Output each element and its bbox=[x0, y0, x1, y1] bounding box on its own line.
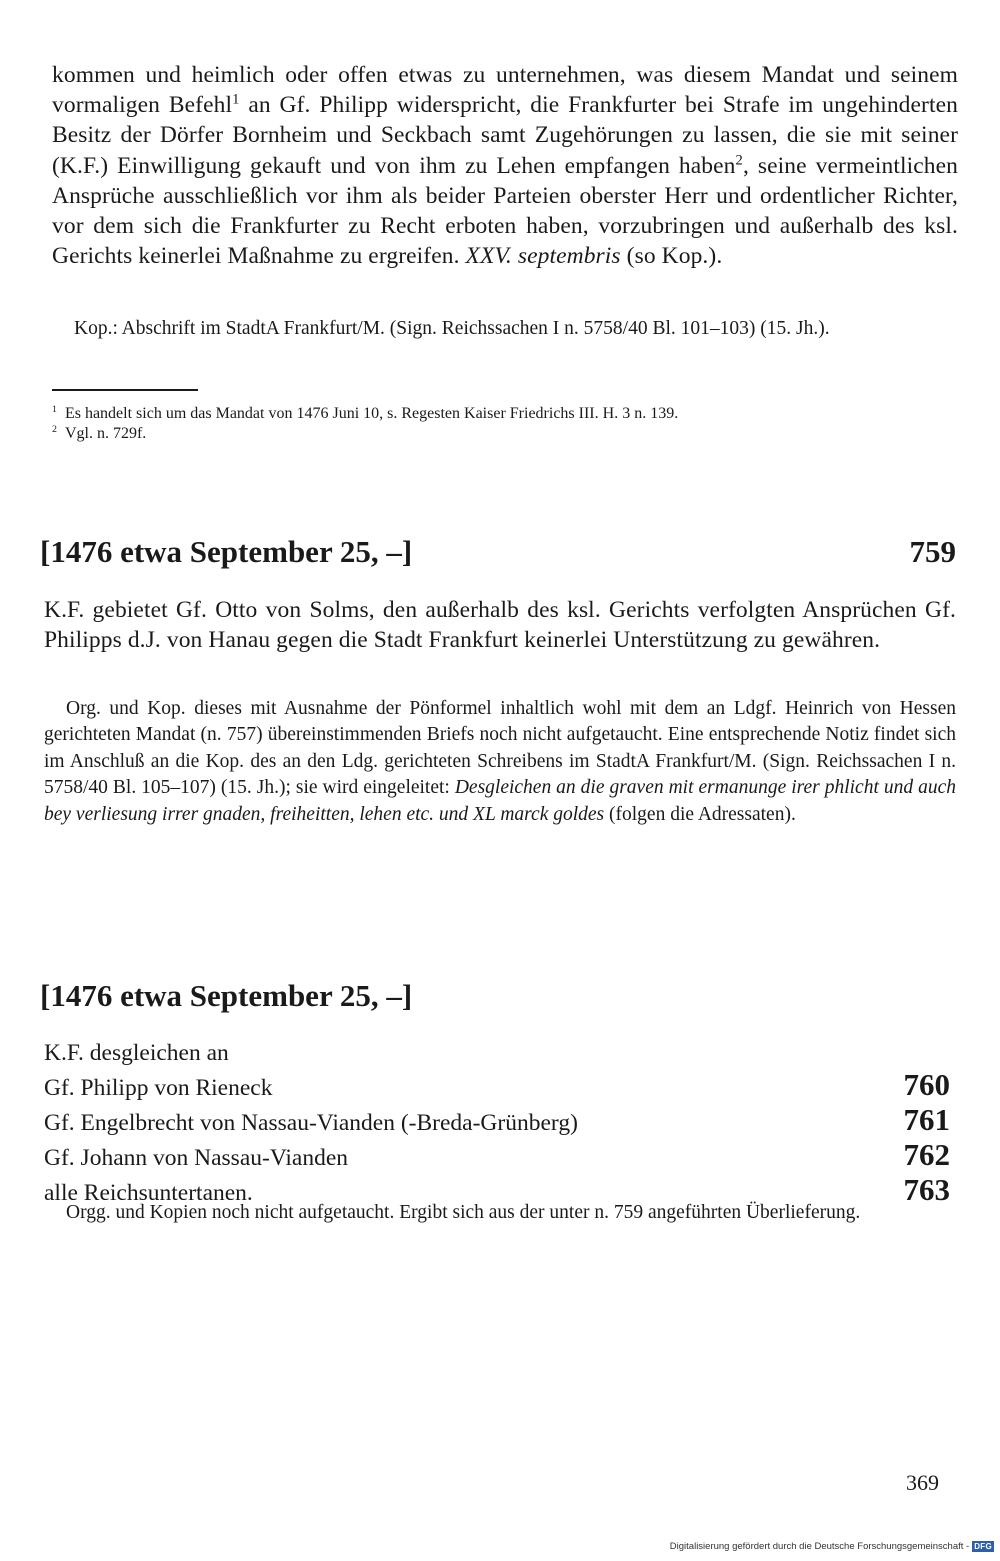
regest-759-date: [1476 etwa September 25, –] bbox=[40, 534, 413, 569]
footnote-divider bbox=[52, 389, 198, 391]
list-item: alle Reichsuntertanen. 763 bbox=[44, 1172, 950, 1207]
regest-number: 761 bbox=[903, 1102, 950, 1137]
regest-number: 760 bbox=[903, 1067, 950, 1102]
digitization-credit: Digitalisierung gefördert durch die Deutsche Forschungsgemeinschaft - DFG bbox=[669, 1541, 992, 1552]
footnotes bbox=[52, 404, 958, 444]
footnote-2: $^2$ Vgl. n. 729f. bbox=[52, 424, 147, 442]
regest-759-note: Org. und Kop. dieses mit Ausnahme der Pönformel inhaltlich wohl mit dem an Ldgf. Heinrich von Hessen gerichteten Mandat (n. 757) übereinstimmenden Briefs noch nicht aufgetaucht. Eine entsprechende Notiz findet sich im Anschluß an die Kop. des an den Ldg. gerichteten Schreibens im StadtA Frankfurt/M. (Sign. Reichssachen I n. 5758/40 Bl. 105–107) (15. Jh.); sie wird eingeleitet: Desgleichen an die graven mit ermanunge irer phlicht und auch bey verliesung irrer gnaden, freiheitten, lehen etc. und XL marck goldes (folgen die Adressaten). bbox=[44, 698, 956, 825]
regest-number: 763 bbox=[903, 1172, 950, 1207]
dfg-logo-icon: DFG bbox=[974, 1542, 992, 1551]
list-item: Gf. Engelbrecht von Nassau-Vianden (-Breda-Grünberg) 761 bbox=[44, 1102, 950, 1137]
quoted-italic: Desgleichen an die graven mit ermanunge irer phlicht und auch bey verliesung irrer gnaden, freiheitten, lehen etc. und XL marck goldes bbox=[44, 777, 956, 825]
regest-759-heading bbox=[40, 534, 956, 570]
regest-759-number: 759 bbox=[909, 534, 956, 569]
regest-759-summary: K.F. gebietet Gf. Otto von Solms, den außerhalb des ksl. Gerichts verfolgten Ansprüchen Gf. Philipps d.J. von Hanau gegen die Stadt Frankfurt keinerlei Unterstützung zu gewähren. bbox=[44, 597, 956, 654]
page-number: 369 bbox=[906, 1470, 939, 1495]
regest-760-date: [1476 etwa September 25, –] bbox=[40, 978, 413, 1013]
list-item: Gf. Philipp von Rieneck 760 bbox=[44, 1067, 950, 1102]
regest-number: 762 bbox=[903, 1137, 950, 1172]
footnote-ref-2: 2 bbox=[735, 151, 743, 168]
list-intro: K.F. desgleichen an bbox=[44, 1040, 229, 1066]
regest-760-heading bbox=[40, 978, 956, 1014]
kop-note: Kop.: Abschrift im StadtA Frankfurt/M. (Sign. Reichssachen I n. 5758/40 Bl. 101–103) (15. Jh.). bbox=[74, 318, 830, 339]
regest-760-note: Orgg. und Kopien noch nicht aufgetaucht. Ergibt sich aus der unter n. 759 angeführten Überlieferung. bbox=[66, 1202, 861, 1223]
regest-760-list bbox=[44, 1038, 950, 1209]
footnote-ref-1: 1 bbox=[232, 91, 240, 108]
list-item: Gf. Johann von Nassau-Vianden 762 bbox=[44, 1137, 950, 1172]
italic-date: XXV. septembris bbox=[465, 243, 621, 270]
continuation-paragraph: kommen und heimlich oder offen etwas zu unternehmen, was diesem Mandat und seinem vormaligen Befehl$^1$ an Gf. Philipp widerspricht, die Frankfurter bei Strafe im ungehinderten Besitz der Dörfer Bornheim und Seckbach samt Zugehörungen zu lassen, die sie mit seiner (K.F.) Einwilligung gekauft und von ihm zu Lehen empfangen haben$^2$, seine vermeintlichen Ansprüche ausschließlich vor ihm als beider Parteien oberster Herr und ordentlicher Richter, vor dem sich die Frankfurter zu Recht erboten haben, vorzubringen und außerhalb des ksl. Gerichts keinerlei Maßnahme zu ergreifen. XXV. septembris (so Kop.). bbox=[52, 62, 959, 270]
footnote-1: $^1$ Es handelt sich um das Mandat von 1476 Juni 10, s. Regesten Kaiser Friedrichs III. H. 3 n. 139. bbox=[52, 404, 679, 422]
